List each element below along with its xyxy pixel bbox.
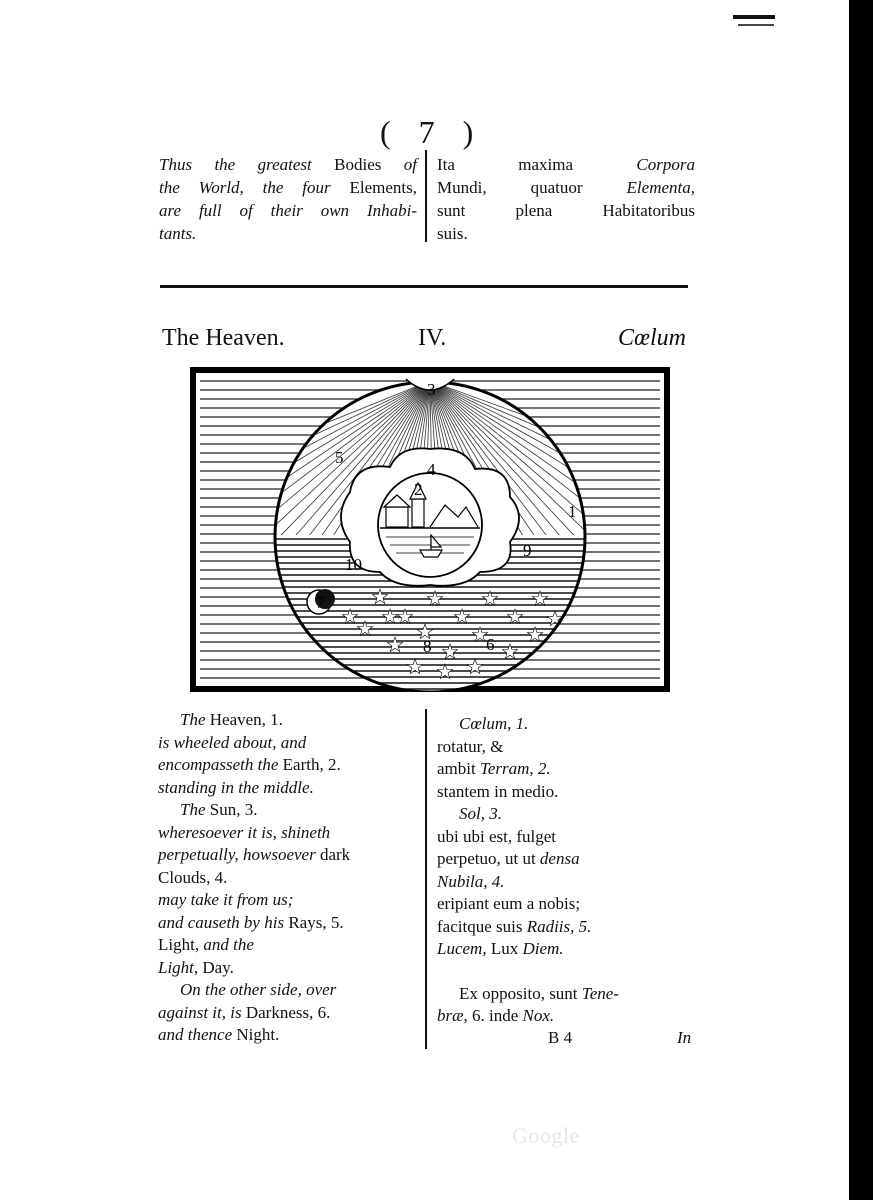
column-divider-bottom: [425, 709, 427, 1049]
text-run: Earth, 2.: [282, 755, 341, 774]
signature-mark: B 4: [548, 1028, 573, 1047]
text-run: Day.: [202, 957, 234, 977]
text-run: rotatur, &: [437, 736, 504, 756]
text-run: The: [180, 800, 210, 819]
text-run: Mundi, quatuor: [437, 178, 627, 197]
text-line: [158, 709, 420, 732]
latin-title: Cœlum: [618, 325, 687, 351]
text-run: Light,: [158, 957, 203, 977]
text-run: Thus the greatest: [159, 155, 335, 174]
text-run: encompasseth the: [158, 755, 283, 774]
text-run: Lucem,: [437, 939, 491, 958]
text-run: Nox.: [522, 1006, 555, 1025]
top-latin-text: [437, 153, 695, 245]
column-divider-top: [425, 150, 427, 242]
section-rule: [160, 285, 688, 288]
text-line: [158, 979, 420, 1002]
text-line: [158, 867, 420, 890]
text-line: [437, 758, 699, 781]
figure-label: 8: [423, 637, 432, 656]
text-line: [437, 893, 699, 916]
figure-label: 4: [427, 460, 436, 479]
text-run: are full of their own Inhabi-: [159, 201, 417, 220]
text-line: [437, 916, 699, 939]
text-run: 6. inde: [471, 1006, 523, 1025]
watermark: Google: [512, 1123, 580, 1148]
text-line: [437, 781, 699, 804]
text-run: perpetuo, ut ut: [437, 849, 540, 868]
text-run: On the other side, over: [180, 980, 337, 999]
heaven-woodcut-figure: [190, 367, 670, 692]
text-line: [158, 934, 420, 957]
text-line: [437, 176, 695, 199]
text-line: [158, 777, 420, 800]
text-run: Radiis, 5.: [526, 916, 592, 936]
figure-label: 7: [316, 593, 325, 612]
scan-edge: [849, 0, 873, 1200]
text-line: [437, 983, 699, 1006]
text-run: standing in the middle.: [158, 777, 314, 797]
text-run: the World, the four: [159, 178, 350, 197]
text-run: Night.: [236, 1025, 280, 1044]
text-run: perpetually, howsoever: [158, 845, 320, 864]
text-run: bræ,: [437, 1006, 472, 1025]
figure-label: 1: [568, 502, 577, 521]
text-run: Tene-: [581, 983, 619, 1003]
text-line: [158, 957, 420, 980]
text-line: [437, 713, 699, 736]
scan-mark-2: [738, 24, 774, 26]
section-number: IV.: [418, 325, 447, 351]
top-english-text: [159, 153, 417, 245]
text-run: wheresoever it is, shineth: [158, 822, 331, 842]
text-run: Sol, 3.: [459, 804, 502, 823]
text-line: [159, 222, 417, 245]
text-run: and thence: [158, 1025, 237, 1044]
text-run: is wheeled about, and: [158, 732, 307, 752]
figure-label: 6: [486, 635, 495, 654]
text-run: and causeth by his: [158, 912, 289, 932]
text-run: Ex opposito, sunt: [459, 983, 582, 1003]
text-run: Terram, 2.: [479, 759, 551, 778]
text-run: Heaven, 1.: [209, 710, 283, 729]
text-line: [159, 199, 417, 222]
text-run: against it, is: [158, 1002, 246, 1022]
text-run: Darkness, 6.: [245, 1002, 331, 1022]
text-run: densa: [539, 849, 580, 868]
text-line: [158, 912, 420, 935]
text-run: Rays, 5.: [288, 912, 344, 932]
text-line: [158, 822, 420, 845]
text-line: [158, 754, 420, 777]
english-text-column: [158, 709, 420, 1047]
figure-label: 2: [414, 480, 423, 499]
figure-label: 3: [427, 380, 436, 399]
english-title: The Heaven.: [162, 325, 285, 351]
text-run: may take it from us;: [158, 890, 294, 909]
text-line: [159, 176, 417, 199]
text-line: [158, 1002, 420, 1025]
text-run: Elementa,: [626, 178, 695, 197]
text-run: Elements,: [349, 178, 417, 197]
text-line: [158, 732, 420, 755]
text-line: [437, 222, 695, 245]
text-run: Cœlum, 1.: [459, 714, 529, 733]
text-run: Clouds, 4.: [158, 867, 228, 887]
text-line: [158, 799, 420, 822]
text-run: ambit: [437, 759, 480, 778]
text-line: [437, 938, 699, 961]
text-run: eripiant eum a nobis;: [437, 894, 581, 913]
text-line: [437, 848, 699, 871]
figure-label: 5: [335, 448, 344, 467]
text-line: [437, 826, 699, 849]
text-line: [437, 871, 699, 894]
text-run: Corpora: [636, 155, 695, 174]
text-run: Sun, 3.: [209, 800, 258, 819]
text-line: [158, 844, 420, 867]
latin-text-column: [437, 713, 699, 1028]
text-run: of: [403, 155, 417, 174]
text-run: tants.: [159, 224, 197, 243]
text-line: [437, 961, 699, 983]
text-line: [437, 1005, 699, 1028]
text-run: Nubila, 4.: [437, 871, 505, 891]
text-run: Lux: [490, 939, 523, 958]
figure-label: 10: [345, 555, 362, 574]
text-run: and the: [203, 935, 254, 954]
text-run: Diem.: [522, 939, 564, 958]
catchword: In: [677, 1028, 692, 1047]
text-run: sunt plena Habitatoribus: [437, 201, 695, 220]
text-run: stantem in medio.: [437, 781, 559, 801]
figure-label: 9: [523, 541, 532, 560]
text-run: ubi ubi est, fulget: [437, 826, 556, 846]
text-line: [158, 1024, 420, 1047]
text-run: suis.: [437, 224, 468, 243]
text-run: The: [180, 710, 210, 729]
text-line: [159, 153, 417, 176]
text-line: [437, 803, 699, 826]
text-line: [158, 889, 420, 912]
text-run: facitque suis: [437, 916, 527, 936]
text-line: [437, 736, 699, 759]
text-line: [437, 153, 695, 176]
scan-mark: [733, 15, 775, 19]
text-run: dark: [319, 845, 351, 864]
text-run: Ita maxima: [437, 155, 637, 174]
text-line: [437, 199, 695, 222]
text-run: Bodies: [334, 155, 404, 174]
text-run: Light,: [158, 935, 204, 954]
page-number: ( 7 ): [380, 114, 484, 150]
